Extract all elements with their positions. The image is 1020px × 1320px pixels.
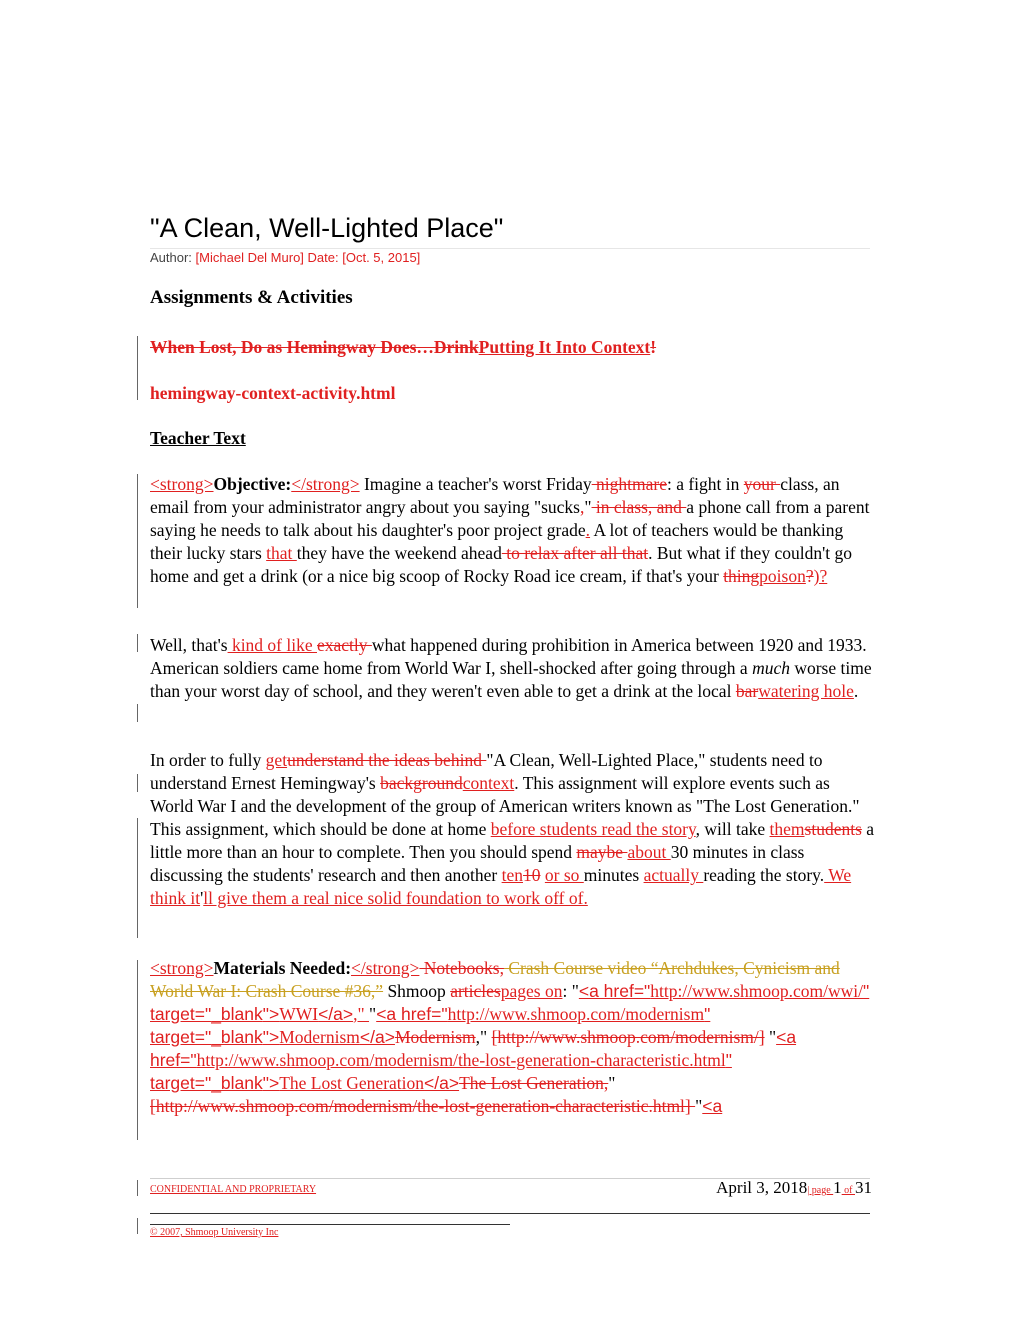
text: minutes: [583, 865, 644, 885]
inserted-code: </a>: [318, 1004, 354, 1024]
deleted-text: [http://www.shmoop.com/modernism/the-lost-generation-characteristic.html]: [150, 1096, 696, 1116]
materials-label: Materials Needed:: [213, 958, 352, 978]
inserted-text: or so: [544, 865, 584, 885]
date-label: Date:: [307, 250, 339, 265]
text: 30 minutes in class discussing the students' research and then another: [150, 842, 805, 885]
activity-file: hemingway-context-activity.html: [150, 383, 396, 403]
text: ": [584, 497, 592, 517]
change-bar: [137, 634, 138, 652]
inserted-text: kind of like: [227, 635, 317, 655]
deleted-text: When Lost, Do as Hemingway Does…Drink: [150, 337, 479, 357]
text: class, an email from your administrator angry about you saying "sucks: [150, 474, 840, 517]
deleted-text: bar: [735, 681, 759, 701]
copyright-rule: [150, 1224, 510, 1225]
inserted-text: <strong>: [150, 958, 214, 978]
change-bar: [137, 1218, 138, 1234]
inserted-text: Putting It Into Context: [478, 337, 651, 357]
text: they have the weekend ahead: [296, 543, 502, 563]
paragraph-objective: [150, 473, 875, 588]
change-bar: [137, 1180, 138, 1196]
inserted-text: We think it: [150, 865, 852, 908]
deleted-text: articles: [450, 981, 501, 1001]
inserted-text: ,: [579, 497, 585, 517]
change-bar: [137, 774, 138, 792]
url-link[interactable]: http://www.shmoop.com/modernism/the-lost-generation-characteristic.html: [196, 1050, 726, 1070]
inserted-text: Modernism: [279, 1027, 360, 1047]
deleted-text: thing: [723, 566, 760, 586]
deleted-text: to relax after all that: [501, 543, 649, 563]
page-footer: [150, 1178, 872, 1197]
inserted-code: <a href=": [376, 1004, 448, 1024]
text: .: [853, 681, 859, 701]
inserted-code: </a>: [424, 1073, 460, 1093]
text: Well, that's: [150, 635, 228, 655]
deleted-text: exactly: [317, 635, 372, 655]
inserted-code: " target=": [150, 1050, 732, 1093]
deleted-text: in class, and: [591, 497, 687, 517]
inserted-text: ten: [501, 865, 523, 885]
text: ": [764, 1027, 777, 1047]
inserted-text: that: [266, 543, 297, 563]
text: Shmoop: [383, 981, 451, 1001]
deleted-text: your: [743, 474, 781, 494]
text: In order to fully: [150, 750, 266, 770]
inserted-text: ,": [353, 1004, 370, 1024]
change-bar: [137, 960, 138, 1140]
change-bar: [137, 474, 138, 608]
emphasis-text: much: [752, 658, 790, 678]
change-bar: [137, 818, 138, 938]
inserted-text: The Lost Generation: [279, 1073, 425, 1093]
inserted-text: .: [585, 520, 591, 540]
inserted-code: _blank: [211, 1004, 263, 1024]
deleted-text: Modernism: [394, 1027, 476, 1047]
deleted-text: understand the ideas behind: [287, 750, 487, 770]
deleted-text: students: [804, 819, 862, 839]
url-link[interactable]: http://www.shmoop.com/modernism: [447, 1004, 705, 1024]
confidential-label: CONFIDENTIAL AND PROPRIETARY: [150, 1184, 317, 1195]
inserted-code: <a: [702, 1096, 723, 1116]
text: ": [369, 1004, 377, 1024]
author-label: Author:: [150, 250, 192, 265]
page-label: | page: [807, 1185, 834, 1196]
inserted-code: _blank: [211, 1027, 263, 1047]
page-total: 31: [855, 1178, 872, 1197]
section-heading: Assignments & Activities: [150, 287, 353, 308]
text: ': [200, 888, 204, 908]
activity-title: [150, 336, 875, 359]
inserted-code: ">: [262, 1027, 280, 1047]
inserted-text: before students read the story: [490, 819, 696, 839]
footer-rule: [150, 1213, 870, 1214]
deleted-text: 10: [523, 865, 541, 885]
inserted-text: <strong>: [150, 474, 214, 494]
deleted-text: !: [650, 337, 657, 357]
of-label: of: [841, 1185, 855, 1196]
inserted-text: watering hole: [758, 681, 854, 701]
inserted-text: </strong>: [291, 474, 360, 494]
text: a little more than an hour to complete. Then you should spend: [150, 819, 875, 862]
text: . But what if they couldn't go home and get a drink (or a nice big scoop of Rocky Road ice cream, if that's your: [150, 543, 852, 586]
author-value: [Michael Del Muro]: [195, 250, 304, 265]
text: A lot of teachers would be thanking their lucky stars: [150, 520, 844, 563]
text: : a fight in: [666, 474, 744, 494]
objective-label: Objective:: [213, 474, 292, 494]
text: . This assignment will explore events such as World War I and the development of the group of American writers known as "The Lost Generation." This assignment, which should be done at home: [150, 773, 860, 839]
deleted-text: nightmare: [591, 474, 667, 494]
inserted-text: actually: [643, 865, 704, 885]
inserted-text: pages on: [500, 981, 563, 1001]
deleted-text: Notebooks,: [419, 958, 504, 978]
deleted-text: The Lost Generation,: [459, 1073, 609, 1093]
change-bar: [137, 704, 138, 722]
deleted-text: ?: [805, 566, 814, 586]
inserted-text: them: [769, 819, 805, 839]
text: what happened during prohibition in America between 1920 and 1933. American soldiers came home from World War I, shell-shocked after going through a: [150, 635, 867, 678]
deleted-text: maybe: [576, 842, 628, 862]
inserted-text: poison: [759, 566, 806, 586]
deleted-text: background: [380, 773, 463, 793]
inserted-text: WWI: [279, 1004, 319, 1024]
inserted-code: _blank: [211, 1073, 263, 1093]
page-number: 1: [833, 1178, 842, 1197]
inserted-text: get: [265, 750, 288, 770]
copyright-text: © 2007, Shmoop University Inc: [150, 1227, 279, 1238]
text: a phone call from a parent saying he needs to talk about his daughter's poor project grade: [150, 497, 870, 540]
inserted-text: about: [627, 842, 671, 862]
text: , will take: [695, 819, 770, 839]
text: : ": [562, 981, 579, 1001]
inserted-code: " target=": [150, 1004, 711, 1047]
inserted-text: ll give them a real nice solid foundation to work off of.: [203, 888, 588, 908]
deleted-text: [http://www.shmoop.com/modernism/]: [491, 1027, 765, 1047]
inserted-code: ">: [262, 1004, 280, 1024]
inserted-code: ">: [262, 1073, 280, 1093]
inserted-code: <a href=": [578, 981, 651, 1001]
text: "A Clean, Well-Lighted Place," students need to understand Ernest Hemingway's: [150, 750, 823, 793]
change-bar: [137, 336, 138, 400]
date-value: [Oct. 5, 2015]: [342, 250, 421, 265]
inserted-text: context: [462, 773, 515, 793]
url-link[interactable]: http://www.shmoop.com/wwi/: [650, 981, 864, 1001]
text: reading the story.: [703, 865, 825, 885]
paragraph-prohibition: [150, 634, 875, 703]
inserted-text: )?: [813, 566, 828, 586]
deleted-text: Crash Course video “Archdukes, Cynicism and World War I: Crash Course #36,”: [150, 958, 840, 1001]
text: ": [608, 1073, 616, 1093]
footer-page-info: [716, 1178, 872, 1198]
paragraph-materials: [150, 957, 875, 1118]
footer-date: April 3, 2018: [716, 1178, 808, 1197]
text: Imagine a teacher's worst Friday: [359, 474, 592, 494]
doc-meta: [150, 250, 420, 265]
inserted-code: <a href=": [150, 1027, 797, 1070]
paragraph-context: [150, 749, 875, 910]
text: ": [695, 1096, 703, 1116]
teacher-text-heading: Teacher Text: [150, 428, 246, 448]
inserted-text: </strong>: [351, 958, 420, 978]
inserted-code: " target=": [150, 981, 870, 1024]
page-title: "A Clean, Well-Lighted Place": [150, 210, 870, 249]
text: ,": [475, 1027, 492, 1047]
text: worse time than your worst day of school, and they weren't even able to get a drink at the local: [150, 658, 872, 701]
inserted-code: </a>: [359, 1027, 395, 1047]
